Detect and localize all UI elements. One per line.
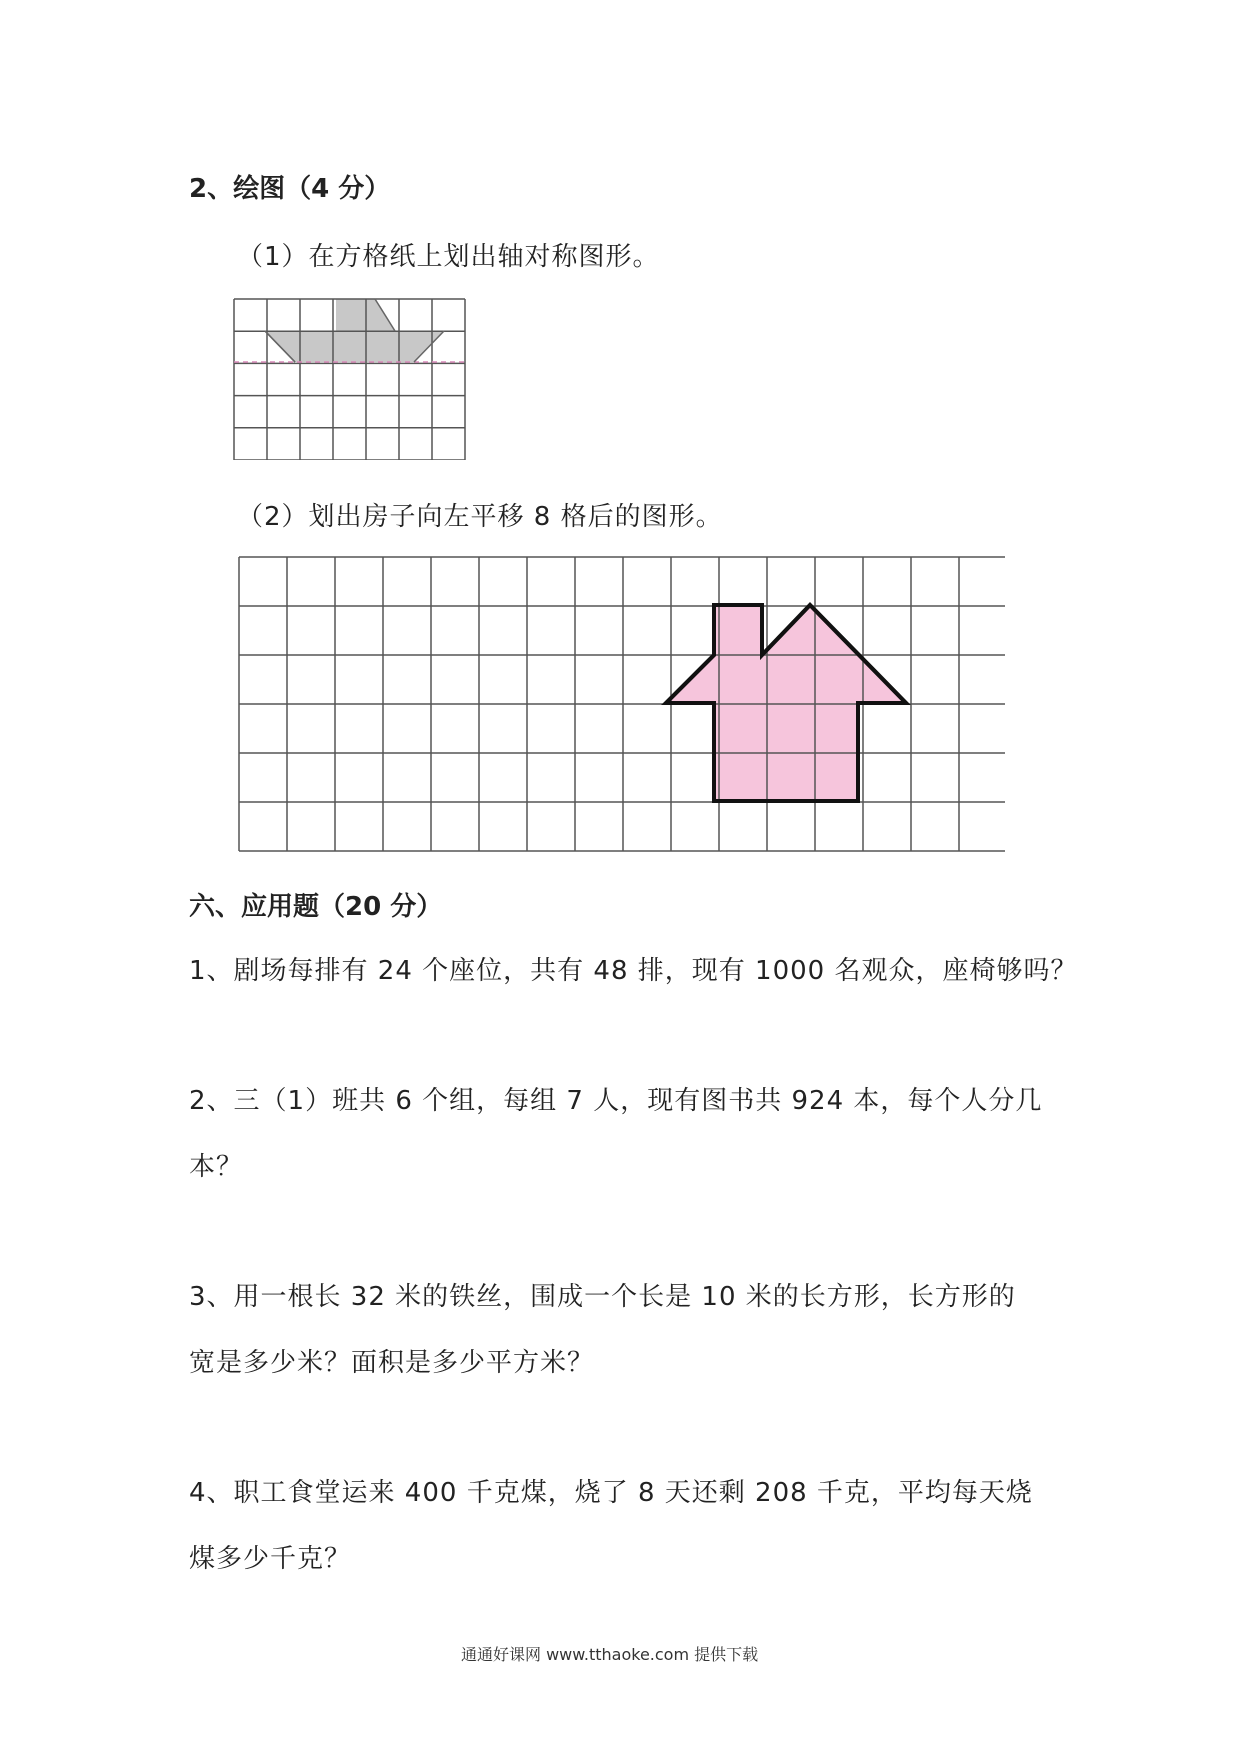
footer-source: 通通好课网 www.tthaoke.com 提供下载 [461,1645,759,1664]
question-1: 1、剧场每排有 24 个座位，共有 48 排，现有 1000 名观众，座椅够吗？ [189,956,1078,986]
question-2-line-2: 本？ [189,1152,244,1182]
question-2-line-1: 2、三（1）班共 6 个组，每组 7 人，现有图书共 924 本，每个人分几 [189,1086,1043,1116]
question-4-line-2: 煤多少千克？ [189,1544,352,1574]
boat-half-shape [265,331,444,362]
drawing-task-1: （1）在方格纸上划出轴对称图形。 [237,242,660,272]
application-heading: 六、应用题（20 分） [189,892,443,922]
question-3-line-1: 3、用一根长 32 米的铁丝，围成一个长是 10 米的长方形，长方形的 [189,1282,1016,1312]
drawing-task-2: （2）划出房子向左平移 8 格后的图形。 [237,502,723,532]
drawing-heading: 2、绘图（4 分） [189,174,391,204]
question-3-line-2: 宽是多少米？面积是多少平方米？ [189,1348,595,1378]
question-4-line-1: 4、职工食堂运来 400 千克煤，烧了 8 天还剩 208 千克，平均每天烧 [189,1478,1033,1508]
symmetry-grid [232,296,468,460]
translation-grid [237,554,1005,854]
